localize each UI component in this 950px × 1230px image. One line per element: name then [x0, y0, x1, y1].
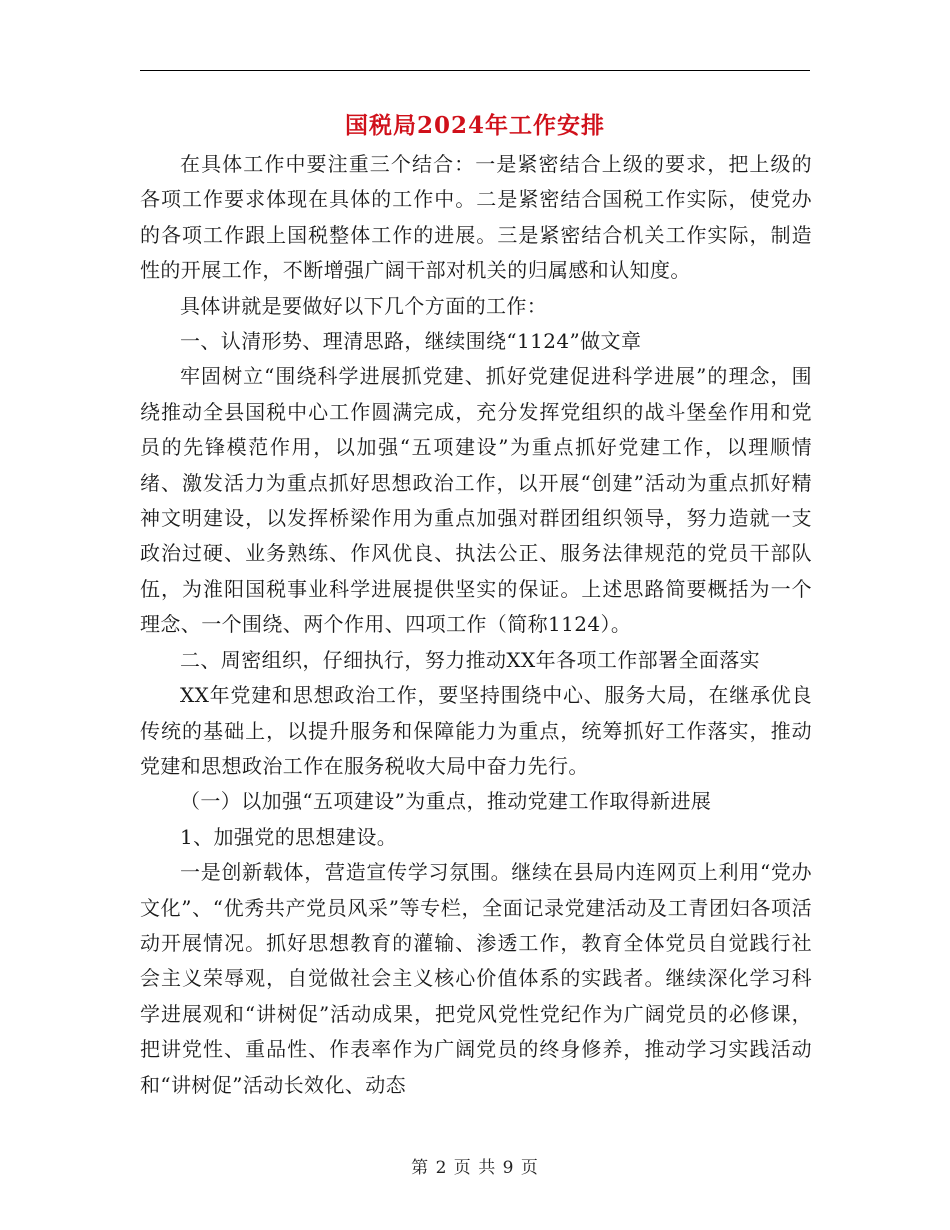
paragraph-party-building: XX年党建和思想政治工作，要坚持围绕中心、服务大局，在继承优良传统的基础上，以提升服务和保障能力为重点，统筹抓好工作落实，推动党建和思想政治工作在服务税收大局中奋力先行。 — [140, 683, 812, 778]
paragraph-three-combinations: 在具体工作中要注重三个结合：一是紧密结合上级的要求，把上级的各项工作要求体现在具体的工作中。二是紧密结合国税工作实际，使党办的各项工作跟上国税整体工作的进展。三是紧密结合机关工作实际，制造性的开展工作，不断增强广阔干部对机关的归属感和认知度。 — [140, 152, 812, 283]
paragraph-concept-1124: 牢固树立“围绕科学进展抓党建、抓好党建促进科学进展”的理念，围绕推动全县国税中心工作圆满完成，充分发挥党组织的战斗堡垒作用和党员的先锋模范作用，以加强“五项建设”为重点抓好党建工作，以理顺情绪、激发活力为重点抓好思想政治工作，以开展“创建”活动为重点抓好精神文明建设，以发挥桥梁作用为重点加强对群团组织领导，努力造就一支政治过硬、业务熟练、作风优良、执法公正、服务法律规范的党员干部队伍，为淮阳国税事业科学进展提供坚实的保证。上述思路简要概括为一个理念、一个围绕、两个作用、四项工作（简称1124）。 — [140, 364, 812, 637]
subsection-heading-one: （一）以加强“五项建设”为重点，推动党建工作取得新进展 — [180, 789, 712, 814]
section-heading-one: 一、认清形势、理清思路，继续围绕“1124”做文章 — [180, 329, 642, 354]
document-body — [140, 147, 812, 1103]
paragraph-intro-aspects: 具体讲就是要做好以下几个方面的工作： — [180, 293, 548, 318]
section-heading-two: 二、周密组织，仔细执行，努力推动XX年各项工作部署全面落实 — [180, 647, 761, 672]
header-rule — [140, 70, 810, 71]
page-number: 第 2 页 共 9 页 — [411, 1158, 539, 1178]
paragraph-innovate-carriers: 一是创新载体，营造宣传学习氛围。继续在县局内连网页上利用“党办文化”、“优秀共产党员风采”等专栏，全面记录党建活动及工青团妇各项活动开展情况。抓好思想教育的灌输、渗透工作，教育全体党员自觉践行社会主义荣辱观，自觉做社会主义核心价值体系的实践者。继续深化学习科学进展观和“讲树促”活动成果，把党风党性党纪作为广阔党员的必修课，把讲党性、重品性、作表率作为广阔党员的终身修养，推动学习实践活动和“讲树促”活动长效化、动态 — [140, 860, 812, 1097]
item-heading-ideological: 1、加强党的思想建设。 — [180, 824, 398, 849]
document-title: 国税局2024年工作安排 — [344, 112, 605, 139]
